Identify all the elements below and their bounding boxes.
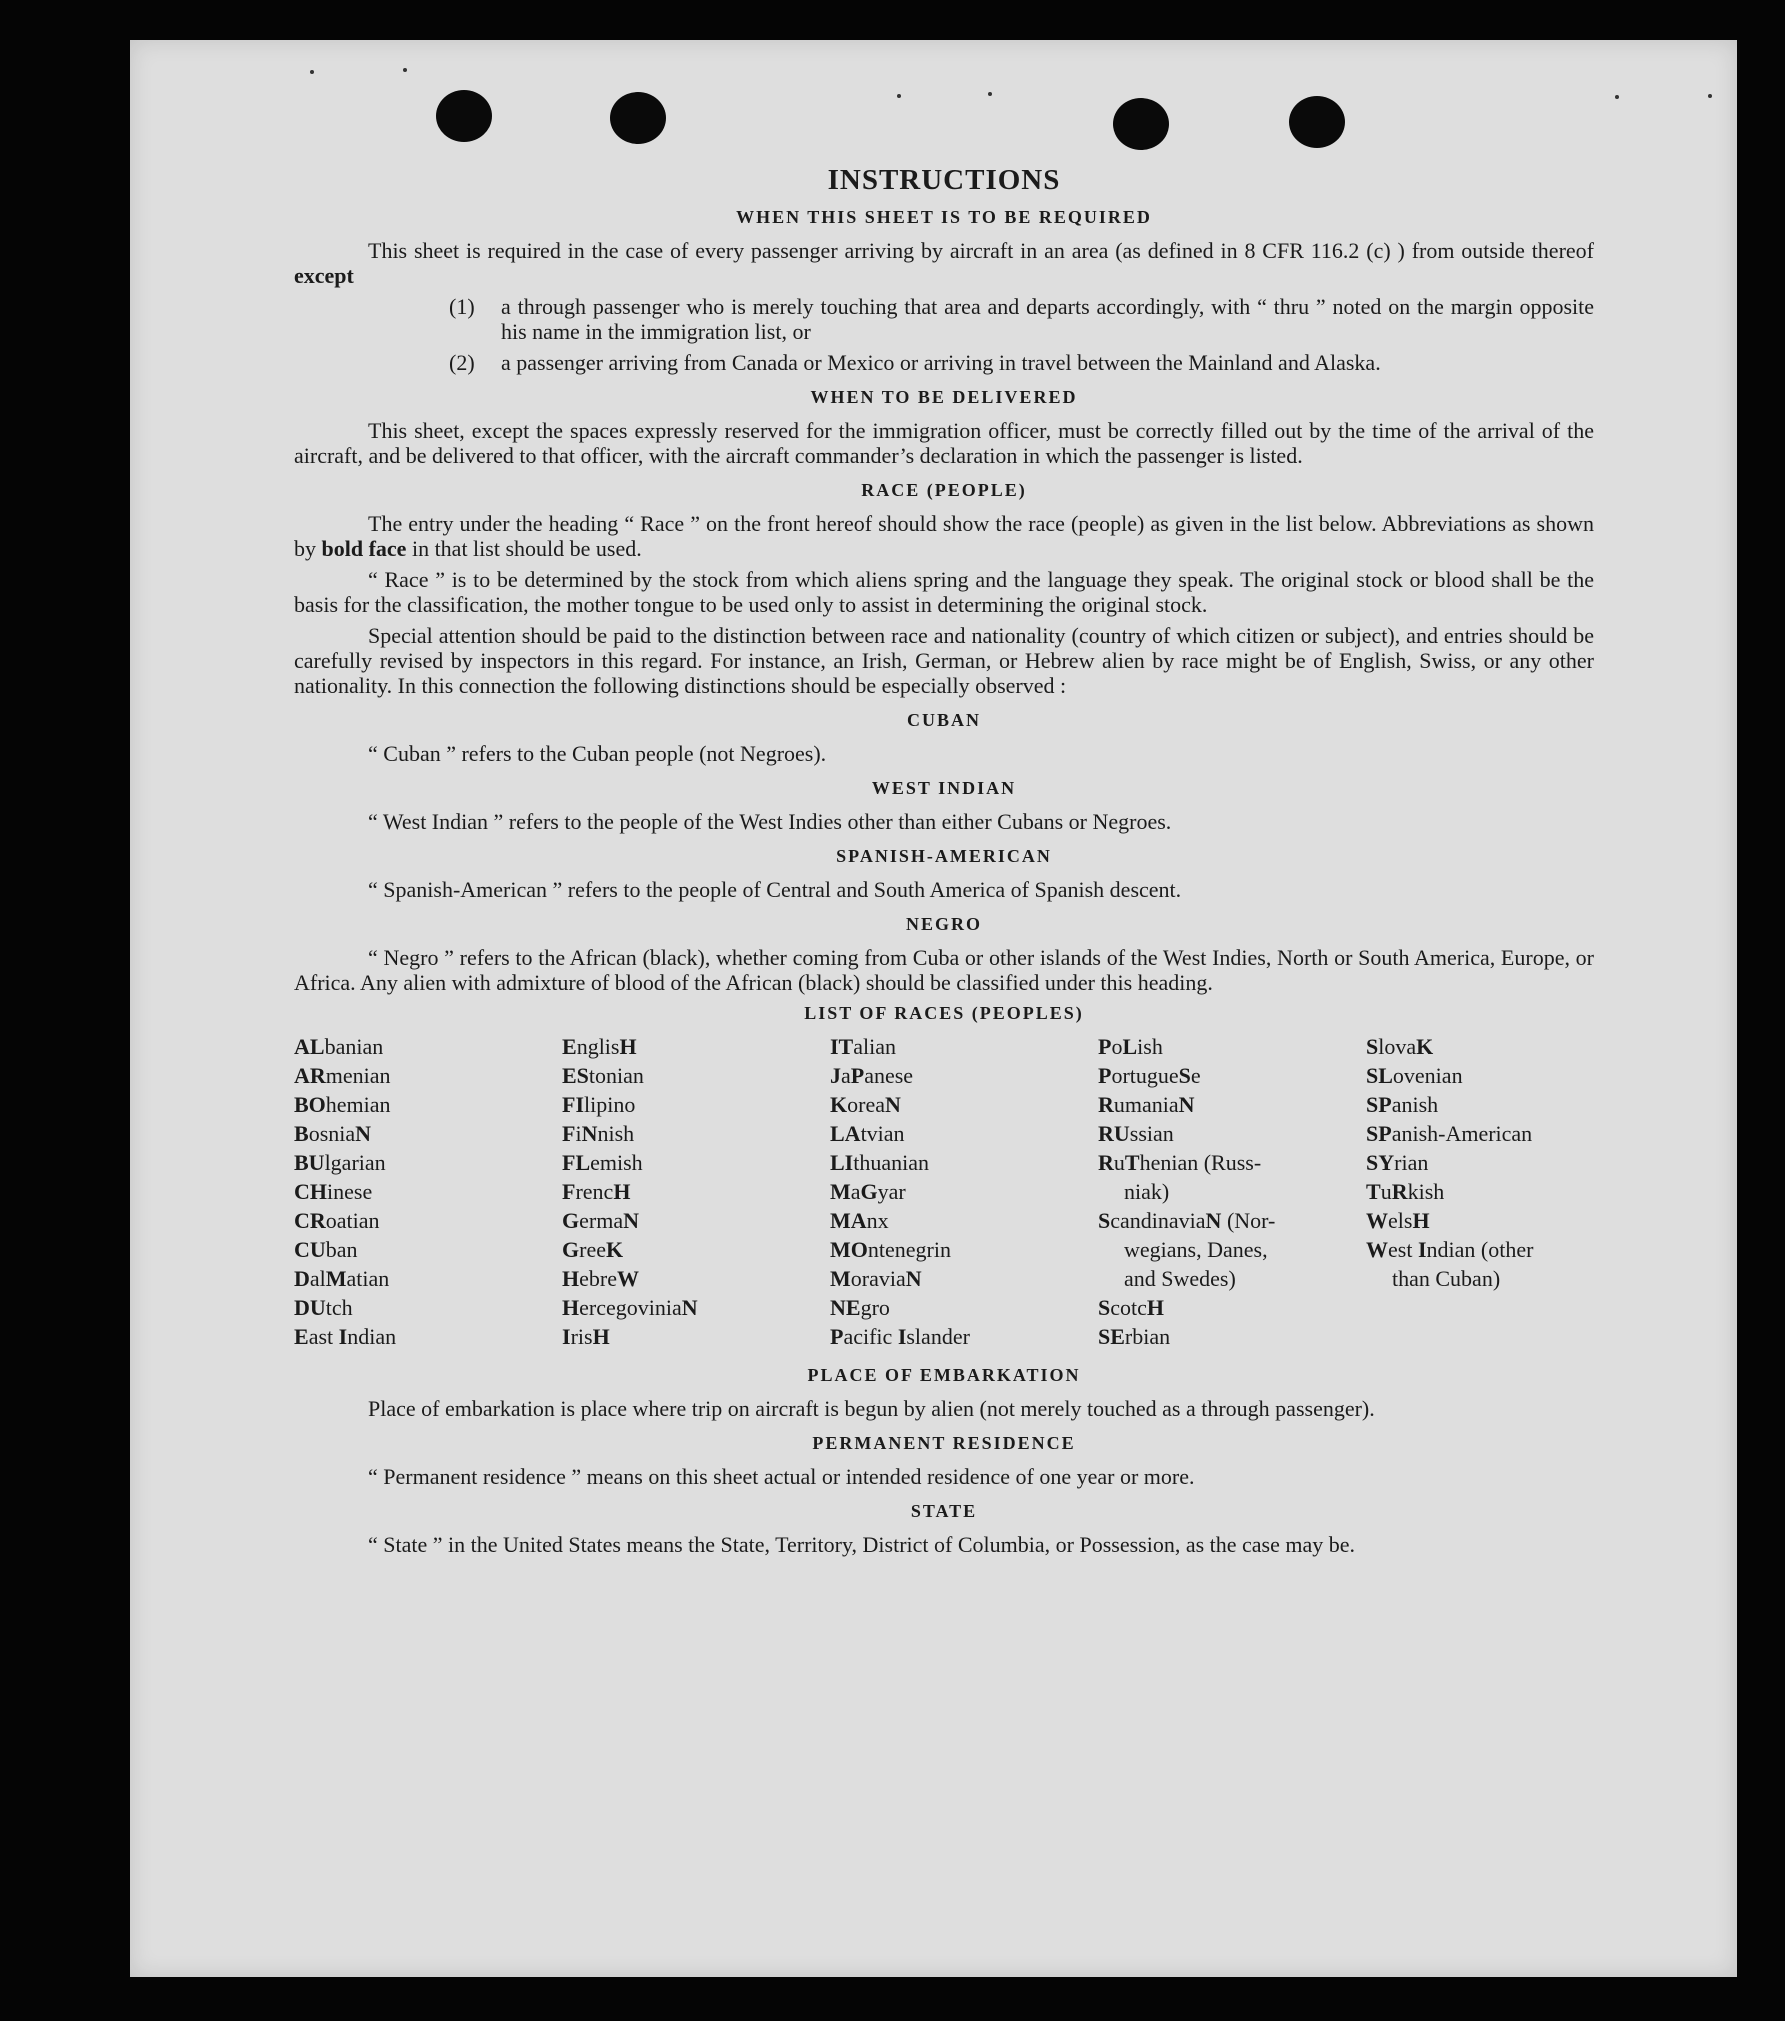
race-entry: FLemish — [562, 1150, 643, 1175]
race-entry: EnglisH — [562, 1034, 637, 1059]
race-entry: MOntenegrin — [830, 1237, 951, 1262]
race-entry: FIlipino — [562, 1092, 636, 1117]
heading-state: STATE — [910, 1501, 978, 1521]
race-entry: SPanish-American — [1366, 1121, 1533, 1146]
race-entry: PoLish — [1098, 1034, 1163, 1059]
race-entry: SErbian — [1098, 1324, 1171, 1349]
race-entry: PortugueSe — [1098, 1063, 1201, 1088]
race-entry: ARmenian — [294, 1063, 391, 1088]
race-entry: IrisH — [562, 1324, 610, 1349]
race-entry: CHinese — [294, 1179, 373, 1204]
race-entry: FrencH — [562, 1179, 631, 1204]
document-body — [294, 164, 1594, 1563]
race-entry: EStonian — [562, 1063, 644, 1088]
race-entry: JaPanese — [830, 1063, 914, 1088]
race-entry: LAtvian — [830, 1121, 905, 1146]
negro-text: “ Negro ” refers to the African (black), whether coming from Cuba or other islands of the West Indies, North or South America, Europe, or Africa. Any alien with admixture of blood of the African (black) should be classified under this heading. — [294, 945, 1594, 995]
races-column — [1366, 1032, 1594, 1351]
race-paragraph-2: “ Race ” is to be determined by the stock from which aliens spring and the language they speak. The original stock or blood shall be the basis for the classification, the mother tongue to be used only to assist in determining the original stock. — [294, 567, 1594, 617]
heading-negro: NEGRO — [905, 914, 982, 934]
race-entry: SlovaK — [1366, 1034, 1434, 1059]
race-entry: BosniaN — [294, 1121, 372, 1146]
races-column — [562, 1032, 830, 1351]
race-entry: than Cuban) — [1392, 1266, 1501, 1291]
residence-text: “ Permanent residence ” means on this sheet actual or intended residence of one year or more. — [368, 1464, 1195, 1489]
punch-hole — [436, 90, 492, 142]
race-entry: GermaN — [562, 1208, 639, 1233]
heading-residence: PERMANENT RESIDENCE — [812, 1433, 1076, 1453]
race-entry: ITalian — [830, 1034, 897, 1059]
race-entry: SPanish — [1366, 1092, 1439, 1117]
west-indian-text: “ West Indian ” refers to the people of the West Indies other than either Cubans or Negroes. — [368, 809, 1172, 834]
page-title: INSTRUCTIONS — [827, 164, 1061, 196]
race-entry: WelsH — [1366, 1208, 1430, 1233]
race-entry: HebreW — [562, 1266, 639, 1291]
heading-spanish-american: SPANISH-AMERICAN — [836, 846, 1052, 866]
required-intro: This sheet is required in the case of every passenger arriving by aircraft in an area (as defined in 8 CFR 116.2 (c) ) from outside thereof except — [294, 238, 1594, 288]
races-list — [294, 1032, 1594, 1351]
race-entry: CUban — [294, 1237, 358, 1262]
spanish-american-text: “ Spanish-American ” refers to the people of Central and South America of Spanish descent. — [368, 877, 1182, 902]
race-entry: SYrian — [1366, 1150, 1429, 1175]
speck — [1708, 94, 1712, 98]
race-entry: TuRkish — [1366, 1179, 1445, 1204]
race-entry: RumaniaN — [1098, 1092, 1195, 1117]
race-entry: West Indian (other — [1366, 1237, 1534, 1262]
race-entry: Pacific Islander — [830, 1324, 970, 1349]
race-entry: RuThenian (Russ- — [1098, 1150, 1262, 1175]
race-paragraph-3: Special attention should be paid to the distinction between race and nationality (country of which citizen or subject), and entries should be carefully revised by inspectors in this regard. For instance, an Irish, German, or Hebrew alien by race might be of English, Swiss, or any other nationality. In this connection the following distinctions should be especially observed : — [294, 623, 1594, 698]
race-entry: KoreaN — [830, 1092, 901, 1117]
heading-race: RACE (PEOPLE) — [861, 480, 1027, 500]
speck — [403, 68, 407, 72]
heading-west-indian: WEST INDIAN — [871, 778, 1017, 798]
heading-delivered: WHEN TO BE DELIVERED — [810, 387, 1078, 407]
races-column — [1098, 1032, 1366, 1351]
punch-hole — [610, 92, 666, 144]
race-entry: ScotcH — [1098, 1295, 1165, 1320]
race-entry: ALbanian — [294, 1034, 384, 1059]
speck — [1615, 95, 1619, 99]
race-entry: MoraviaN — [830, 1266, 922, 1291]
heading-embarkation: PLACE OF EMBARKATION — [807, 1365, 1081, 1385]
state-text: “ State ” in the United States means the State, Territory, District of Columbia, or Possession, as the case may be. — [368, 1532, 1356, 1557]
punch-hole — [1289, 96, 1345, 148]
race-entry: SLovenian — [1366, 1063, 1463, 1088]
race-entry: FiNnish — [562, 1121, 635, 1146]
speck — [897, 94, 901, 98]
speck — [310, 70, 314, 74]
list-item: (1) a through passenger who is merely touching that area and departs accordingly, with “ thru ” noted on the margin opposite his name in the immigration list, or — [449, 294, 1594, 344]
race-entry: HercegoviniaN — [562, 1295, 698, 1320]
race-entry: BUlgarian — [294, 1150, 386, 1175]
race-paragraph-1: The entry under the heading “ Race ” on the front hereof should show the race (people) as given in the list below. Abbreviations as shown by bold face in that list should be used. — [294, 511, 1594, 561]
race-entry: MAnx — [830, 1208, 889, 1233]
race-entry: ScandinaviaN (Nor- — [1098, 1208, 1276, 1233]
embarkation-text: Place of embarkation is place where trip on aircraft is begun by alien (not merely touched as a through passenger). — [368, 1396, 1375, 1421]
race-entry: LIthuanian — [830, 1150, 930, 1175]
race-entry: BOhemian — [294, 1092, 391, 1117]
speck — [988, 92, 992, 96]
race-entry: RUssian — [1098, 1121, 1174, 1146]
list-item: (2) a passenger arriving from Canada or Mexico or arriving in travel between the Mainland and Alaska. — [449, 350, 1381, 375]
race-entry: GreeK — [562, 1237, 624, 1262]
races-column — [830, 1032, 1098, 1351]
race-entry: CRoatian — [294, 1208, 380, 1233]
heading-cuban: CUBAN — [906, 710, 981, 730]
race-entry: niak) — [1124, 1179, 1170, 1204]
cuban-text: “ Cuban ” refers to the Cuban people (not Negroes). — [368, 741, 827, 766]
race-entry: and Swedes) — [1124, 1266, 1236, 1291]
race-entry: NEgro — [830, 1295, 890, 1320]
punch-hole — [1113, 98, 1169, 150]
race-entry: DalMatian — [294, 1266, 390, 1291]
race-entry: East Indian — [294, 1324, 397, 1349]
races-column — [294, 1032, 562, 1351]
heading-required: WHEN THIS SHEET IS TO BE REQUIRED — [736, 207, 1152, 227]
heading-races-list: LIST OF RACES (PEOPLES) — [804, 1003, 1084, 1023]
race-entry: MaGyar — [830, 1179, 906, 1204]
delivered-text: This sheet, except the spaces expressly reserved for the immigration officer, must be correctly filled out by the time of the arrival of the aircraft, and be delivered to that officer, with the aircraft commander’s declaration in which the passenger is listed. — [294, 418, 1594, 468]
race-entry: wegians, Danes, — [1124, 1237, 1268, 1262]
instruction-sheet — [130, 40, 1737, 1977]
race-entry: DUtch — [294, 1295, 353, 1320]
